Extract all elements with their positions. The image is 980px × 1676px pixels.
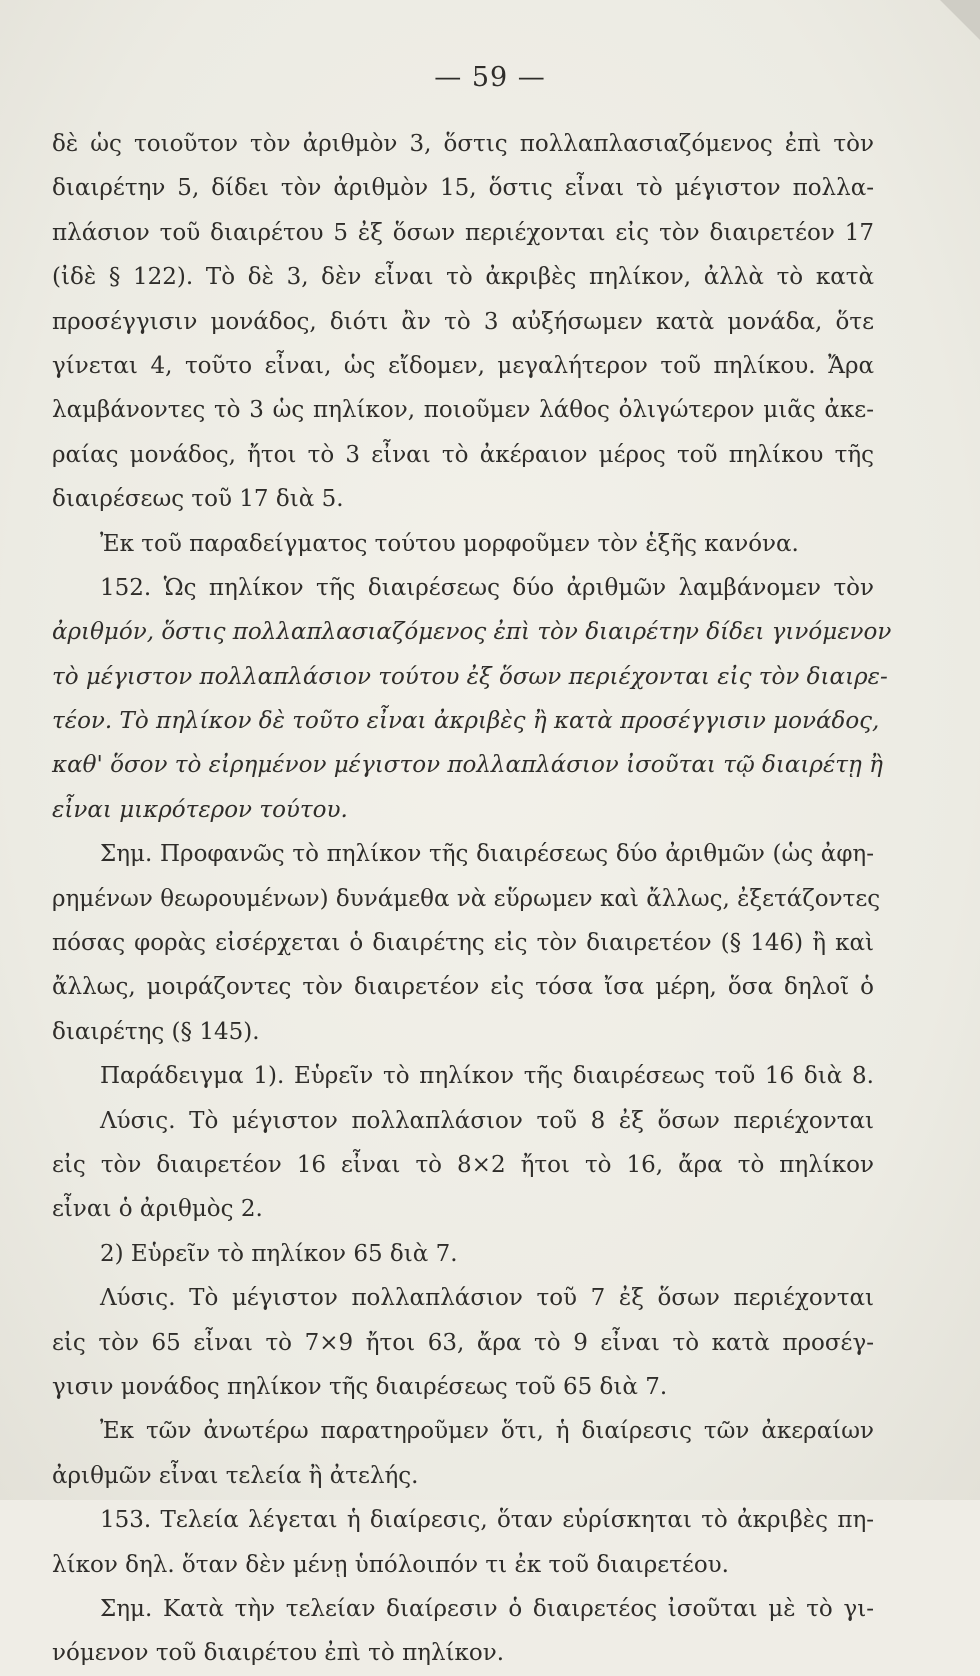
text-line: Ἐκ τῶν ἀνωτέρω παρατηροῦμεν ὅτι, ἡ διαίρεσις τῶν ἀκεραίων (100, 1418, 874, 1445)
page-number: — 59 — (434, 62, 546, 93)
text-line: ραίας μονάδος, ἤτοι τὸ 3 εἶναι τὸ ἀκέραιον μέρος τοῦ πηλίκου τῆς (52, 441, 874, 468)
body-text (52, 122, 892, 1676)
example-heading: 2) Εὑρεῖν τὸ πηλίκον 65 διὰ 7. (100, 1240, 458, 1267)
example-heading: Παράδειγμα 1). Εὑρεῖν τὸ πηλίκον τῆς διαιρέσεως τοῦ 16 διὰ 8. (100, 1063, 874, 1090)
text-line: δὲ ὡς τοιοῦτον τὸν ἀριθμὸν 3, ὅστις πολλαπλασιαζόμενος ἐπὶ τὸν (52, 131, 874, 157)
solution-line: Λύσις. Τὸ μέγιστον πολλαπλάσιον τοῦ 7 ἐξ ὅσων περιέχονται (100, 1285, 874, 1312)
text-line: ἀριθμόν, ὅστις πολλαπλασιαζόμενος ἐπὶ τὸν διαιρέτην δίδει γινόμενον (52, 619, 892, 646)
text-line: εἶναι ὁ ἀριθμὸς 2. (52, 1196, 263, 1223)
note-line: Σημ. Κατὰ τὴν τελείαν διαίρεσιν ὁ διαιρετέος ἰσοῦται μὲ τὸ γι- (100, 1595, 874, 1622)
text-line: Ἐκ τοῦ παραδείγματος τούτου μορφοῦμεν τὸν ἑξῆς κανόνα. (100, 530, 799, 557)
section-heading-152: 152. Ὡς πηλίκον τῆς διαιρέσεως δύο ἀριθμῶν λαμβάνομεν τὸν (100, 574, 874, 601)
text-line: ἀριθμῶν εἶναι τελεία ἢ ἀτελής. (52, 1462, 419, 1489)
text-line: γισιν μονάδος πηλίκον τῆς διαιρέσεως τοῦ 65 διὰ 7. (52, 1373, 668, 1400)
text-line: προσέγγισιν μονάδος, διότι ἂν τὸ 3 αὐξήσωμεν κατὰ μονάδα, ὅτε (52, 308, 874, 335)
text-line: καθ' ὅσον τὸ εἰρημένον μέγιστον πολλαπλάσιον ἰσοῦται τῷ διαιρέτῃ ἢ (52, 752, 883, 779)
section-heading-153: 153. Τελεία λέγεται ἡ διαίρεσις, ὅταν εὑρίσκηται τὸ ἀκριβὲς πη- (100, 1507, 874, 1534)
text-line: εἰς τὸν 65 εἶναι τὸ 7×9 ἤτοι 63, ἄρα τὸ 9 εἶναι τὸ κατὰ προσέγ- (52, 1329, 874, 1356)
text-line: γίνεται 4, τοῦτο εἶναι, ὡς εἴδομεν, μεγαλήτερον τοῦ πηλίκου. Ἄρα (52, 352, 874, 379)
text-line: (ἰδὲ § 122). Τὸ δὲ 3, δὲν εἶναι τὸ ἀκριβὲς πηλίκον, ἀλλὰ τὸ κατὰ (52, 264, 874, 291)
text-line: πόσας φορὰς εἰσέρχεται ὁ διαιρέτης εἰς τὸν διαιρετέον (§ 146) ἢ καὶ (52, 930, 874, 957)
text-line: εἰς τὸν διαιρετέον 16 εἶναι τὸ 8×2 ἤτοι τὸ 16, ἄρα τὸ πηλίκον (52, 1151, 874, 1178)
text-line: τὸ μέγιστον πολλαπλάσιον τούτου ἐξ ὅσων περιέχονται εἰς τὸν διαιρε- (52, 663, 888, 690)
text-line: ρημένων θεωρουμένων) δυνάμεθα νὰ εὕρωμεν καὶ ἄλλως, ἐξετάζοντες (52, 885, 881, 912)
page-corner-shadow (940, 0, 980, 40)
text-line: πλάσιον τοῦ διαιρέτου 5 ἐξ ὅσων περιέχονται εἰς τὸν διαιρετέον 17 (52, 219, 874, 246)
text-line: λαμβάνοντες τὸ 3 ὡς πηλίκον, ποιοῦμεν λάθος ὀλιγώτερον μιᾶς ἀκε- (52, 397, 874, 424)
text-line: εἶναι μικρότερον τούτου. (52, 796, 348, 823)
note-line: Σημ. Προφανῶς τὸ πηλίκον τῆς διαιρέσεως δύο ἀριθμῶν (ὡς ἀφη- (100, 841, 874, 868)
text-line: τέον. Τὸ πηλίκον δὲ τοῦτο εἶναι ἀκριβὲς ἢ κατὰ προσέγγισιν μονάδος, (52, 708, 880, 735)
text-line: λίκον δηλ. ὅταν δὲν μένῃ ὑπόλοιπόν τι ἐκ τοῦ διαιρετέου. (52, 1551, 729, 1578)
text-line: ἄλλως, μοιράζοντες τὸν διαιρετέον εἰς τόσα ἴσα μέρη, ὅσα δηλοῖ ὁ (52, 974, 874, 1001)
text-line: διαιρέσεως τοῦ 17 διὰ 5. (52, 486, 344, 513)
solution-line: Λύσις. Τὸ μέγιστον πολλαπλάσιον τοῦ 8 ἐξ ὅσων περιέχονται (100, 1107, 874, 1134)
text-line: διαιρέτης (§ 145). (52, 1018, 260, 1045)
text-line: νόμενον τοῦ διαιρέτου ἐπὶ τὸ πηλίκον. (52, 1640, 505, 1667)
text-line: διαιρέτην 5, δίδει τὸν ἀριθμὸν 15, ὅστις εἶναι τὸ μέγιστον πολλα- (52, 175, 874, 202)
